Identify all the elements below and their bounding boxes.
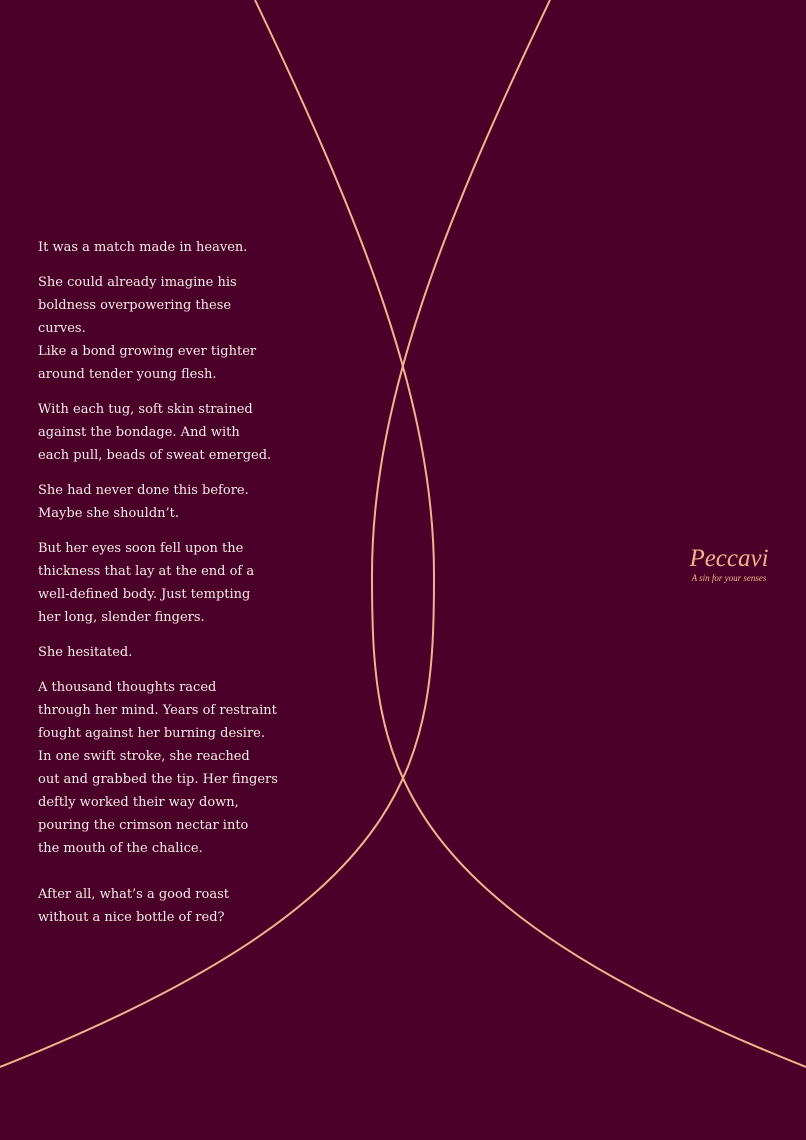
story-paragraph: She had never done this before. Maybe she shouldn’t. <box>38 483 249 521</box>
story-paragraph: But her eyes soon fell upon the thickness that lay at the end of a well-defined body. Just tempting her long, slender fingers. <box>38 541 255 625</box>
story-paragraph: It was a match made in heaven. <box>38 240 248 255</box>
right-curve-line <box>372 0 806 1067</box>
story-paragraph: She could already imagine his boldness overpowering these curves. Like a bond growing ever tighter around tender young flesh. <box>38 275 257 382</box>
story-text-block <box>38 236 278 929</box>
story-paragraph: She hesitated. <box>38 645 133 660</box>
brand-tagline: A sin for your senses <box>691 573 767 583</box>
brand-name: Peccavi <box>689 545 769 572</box>
brand-logo <box>688 545 770 584</box>
story-paragraph: A thousand thoughts raced through her mind. Years of restraint fought against her burning desire. In one swift stroke, she reached out and grabbed the tip. Her fingers deftly worked their way down, pouring the crimson nectar into the mouth of the chalice. <box>38 680 278 856</box>
story-paragraph: With each tug, soft skin strained against the bondage. And with each pull, beads of sweat emerged. <box>38 402 272 463</box>
closing-paragraph: After all, what’s a good roast without a nice bottle of red? <box>38 887 229 925</box>
